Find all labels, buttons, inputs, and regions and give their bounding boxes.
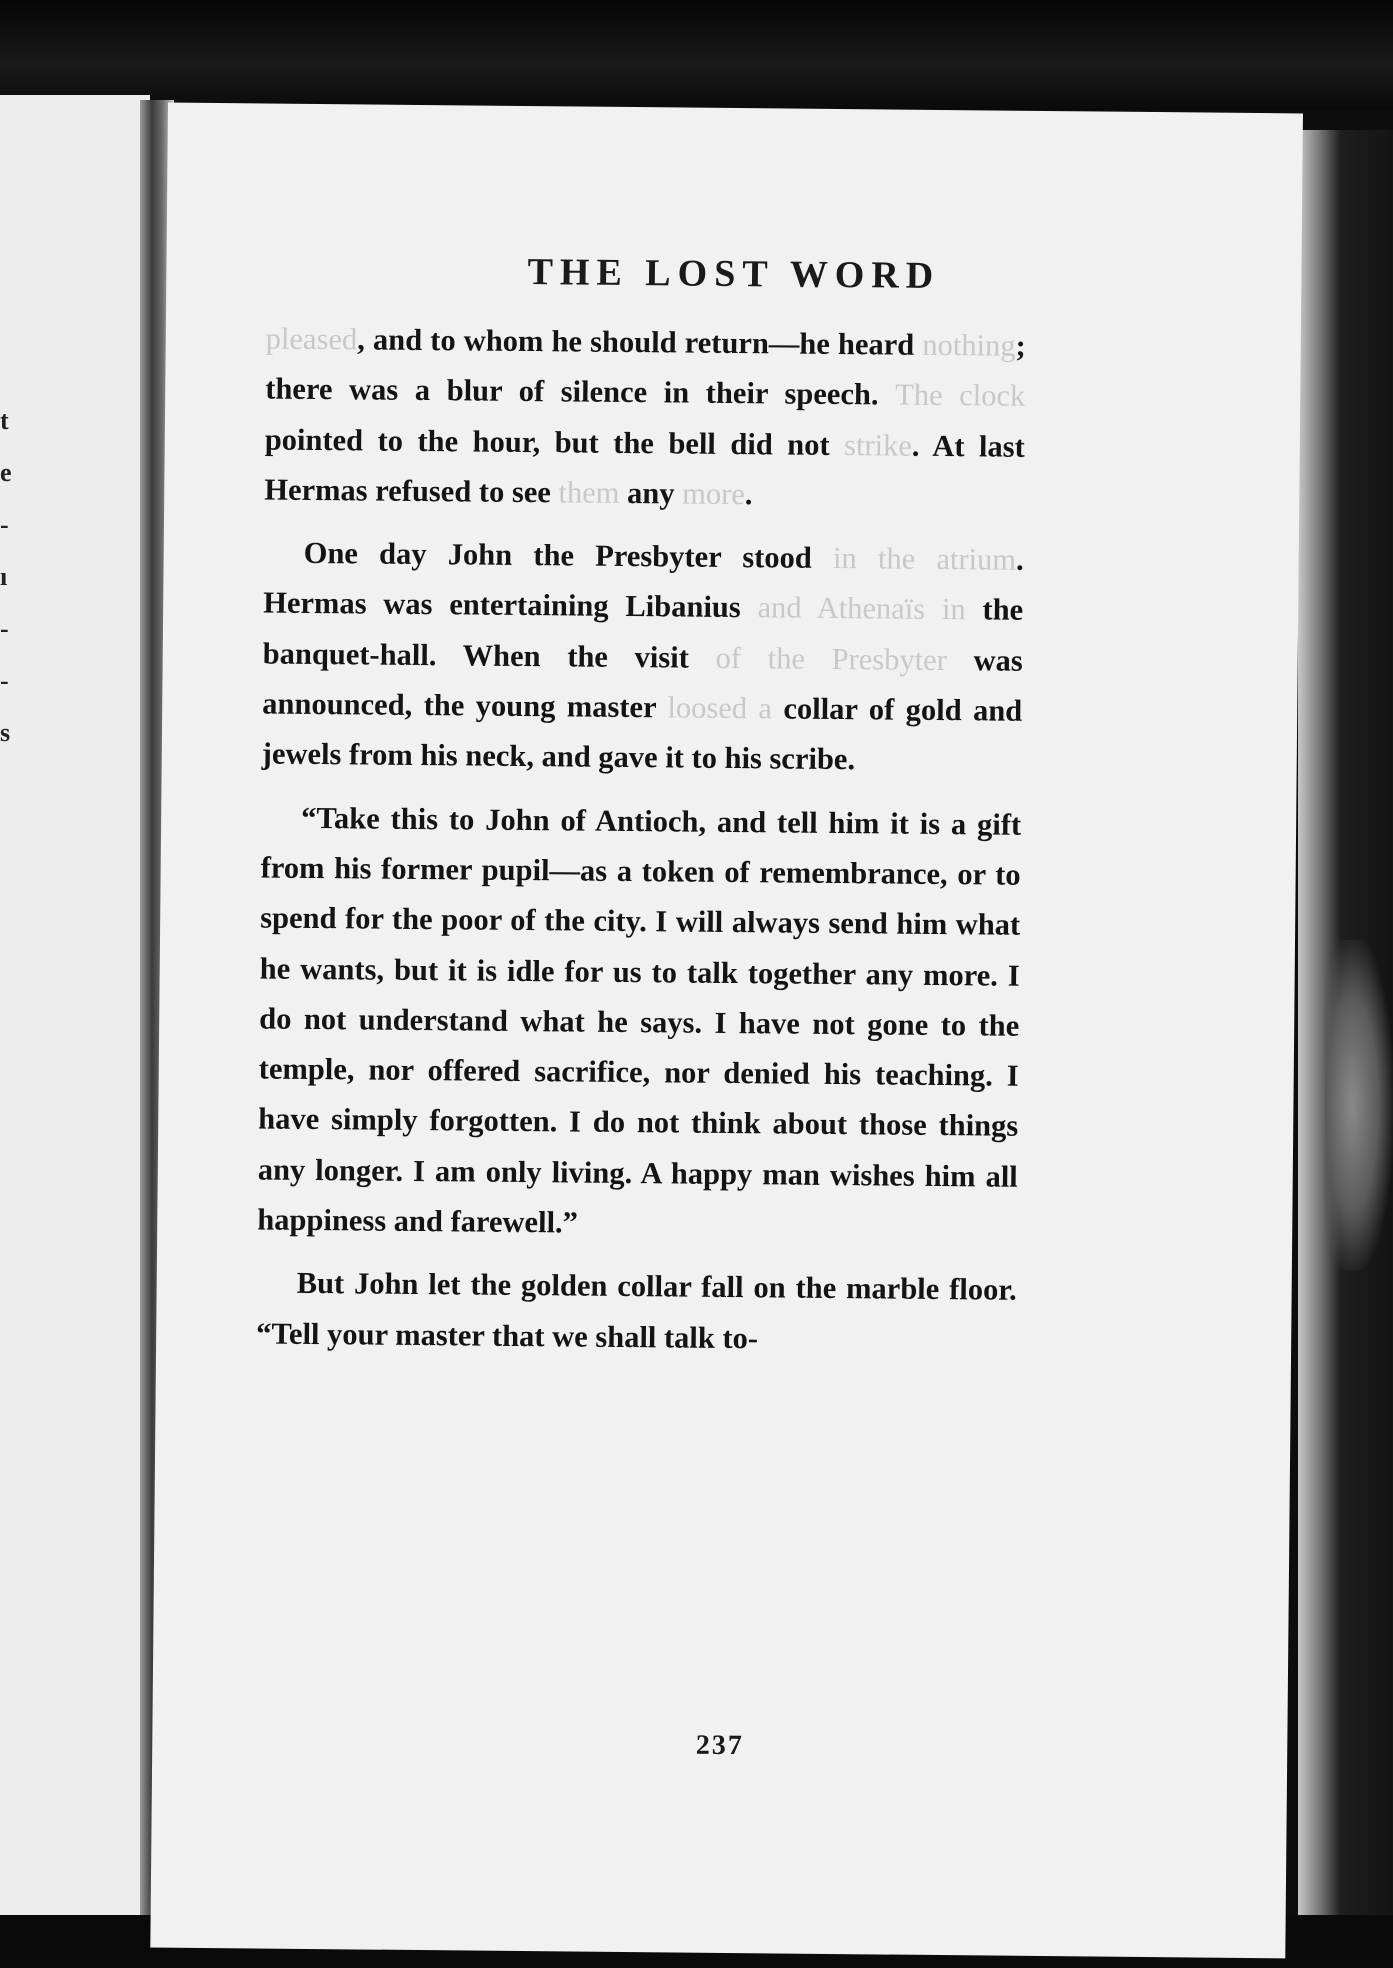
faded-text-segment: them bbox=[558, 475, 620, 510]
text-segment: collar of gold and jewels from his neck, and gave it to his scribe. bbox=[261, 691, 1023, 777]
facing-page-char: ı bbox=[0, 562, 8, 591]
book-page bbox=[150, 103, 1303, 1959]
faded-text-segment: and Athenaïs in bbox=[757, 590, 966, 627]
scan-top-background bbox=[0, 0, 1393, 110]
text-segment: the banquet-hall. When the visit bbox=[262, 592, 1024, 675]
facing-page-char: s bbox=[0, 718, 11, 747]
text-segment: But John let the golden collar fall on the marble floor. “Tell your master that we shall talk to- bbox=[256, 1266, 1017, 1355]
facing-page-char: - bbox=[0, 510, 9, 539]
faded-text-segment: in the atrium bbox=[832, 541, 1017, 577]
text-segment: any bbox=[619, 475, 683, 511]
facing-page-char: - bbox=[0, 666, 9, 695]
facing-page-edge-text bbox=[0, 395, 14, 759]
faded-text-segment: more bbox=[682, 476, 746, 511]
paragraph bbox=[257, 792, 1021, 1252]
text-segment: . Hermas was entertaining Libanius bbox=[263, 542, 1024, 625]
text-segment: ; there was a blur of silence in their speech. bbox=[265, 328, 1026, 412]
faded-text-segment: loosed a bbox=[667, 690, 773, 726]
running-head: THE LOST WORD bbox=[527, 251, 941, 297]
faded-text-segment: The clock bbox=[894, 377, 1026, 414]
text-segment: was announced, the young master bbox=[262, 642, 1023, 725]
text-segment: . bbox=[744, 476, 753, 512]
faded-text-segment: nothing bbox=[922, 327, 1016, 363]
facing-page-char: - bbox=[0, 614, 9, 643]
faded-text-segment: strike bbox=[843, 427, 913, 463]
facing-page-left bbox=[0, 95, 150, 1925]
text-segment: “Take this to John of Antioch, and tell him it is a gift from his former pupil—as a token of remembrance, or to spend for the poor of the city. I will always send him what he wants, but it is idle for us to talk together any more. I do not understand what he says. I have not gone to the temple, nor offered sacrifice, nor denied his teaching. I have simply forgotten. I do not think about those things any longer. I am only living. A happy man wishes him all happiness and farewell.” bbox=[257, 800, 1022, 1240]
text-segment: . At last Hermas refused to see bbox=[264, 428, 1025, 510]
page-number: 237 bbox=[695, 1729, 744, 1762]
facing-page-char: t bbox=[0, 406, 9, 435]
facing-page-char: e bbox=[0, 458, 12, 487]
faded-text-segment: pleased bbox=[265, 321, 358, 357]
paragraph bbox=[262, 528, 1024, 787]
paragraph bbox=[264, 314, 1026, 522]
text-segment: , and to whom he should return—he heard bbox=[357, 322, 923, 362]
text-segment: One day John the Presbyter stood bbox=[303, 536, 834, 576]
page-body-text bbox=[256, 314, 1026, 1379]
text-segment: pointed to the hour, but the bell did not bbox=[264, 422, 845, 462]
faded-text-segment: of the Presbyter bbox=[715, 640, 948, 677]
paragraph bbox=[256, 1258, 1017, 1366]
page-edge-damage bbox=[1325, 940, 1393, 1270]
